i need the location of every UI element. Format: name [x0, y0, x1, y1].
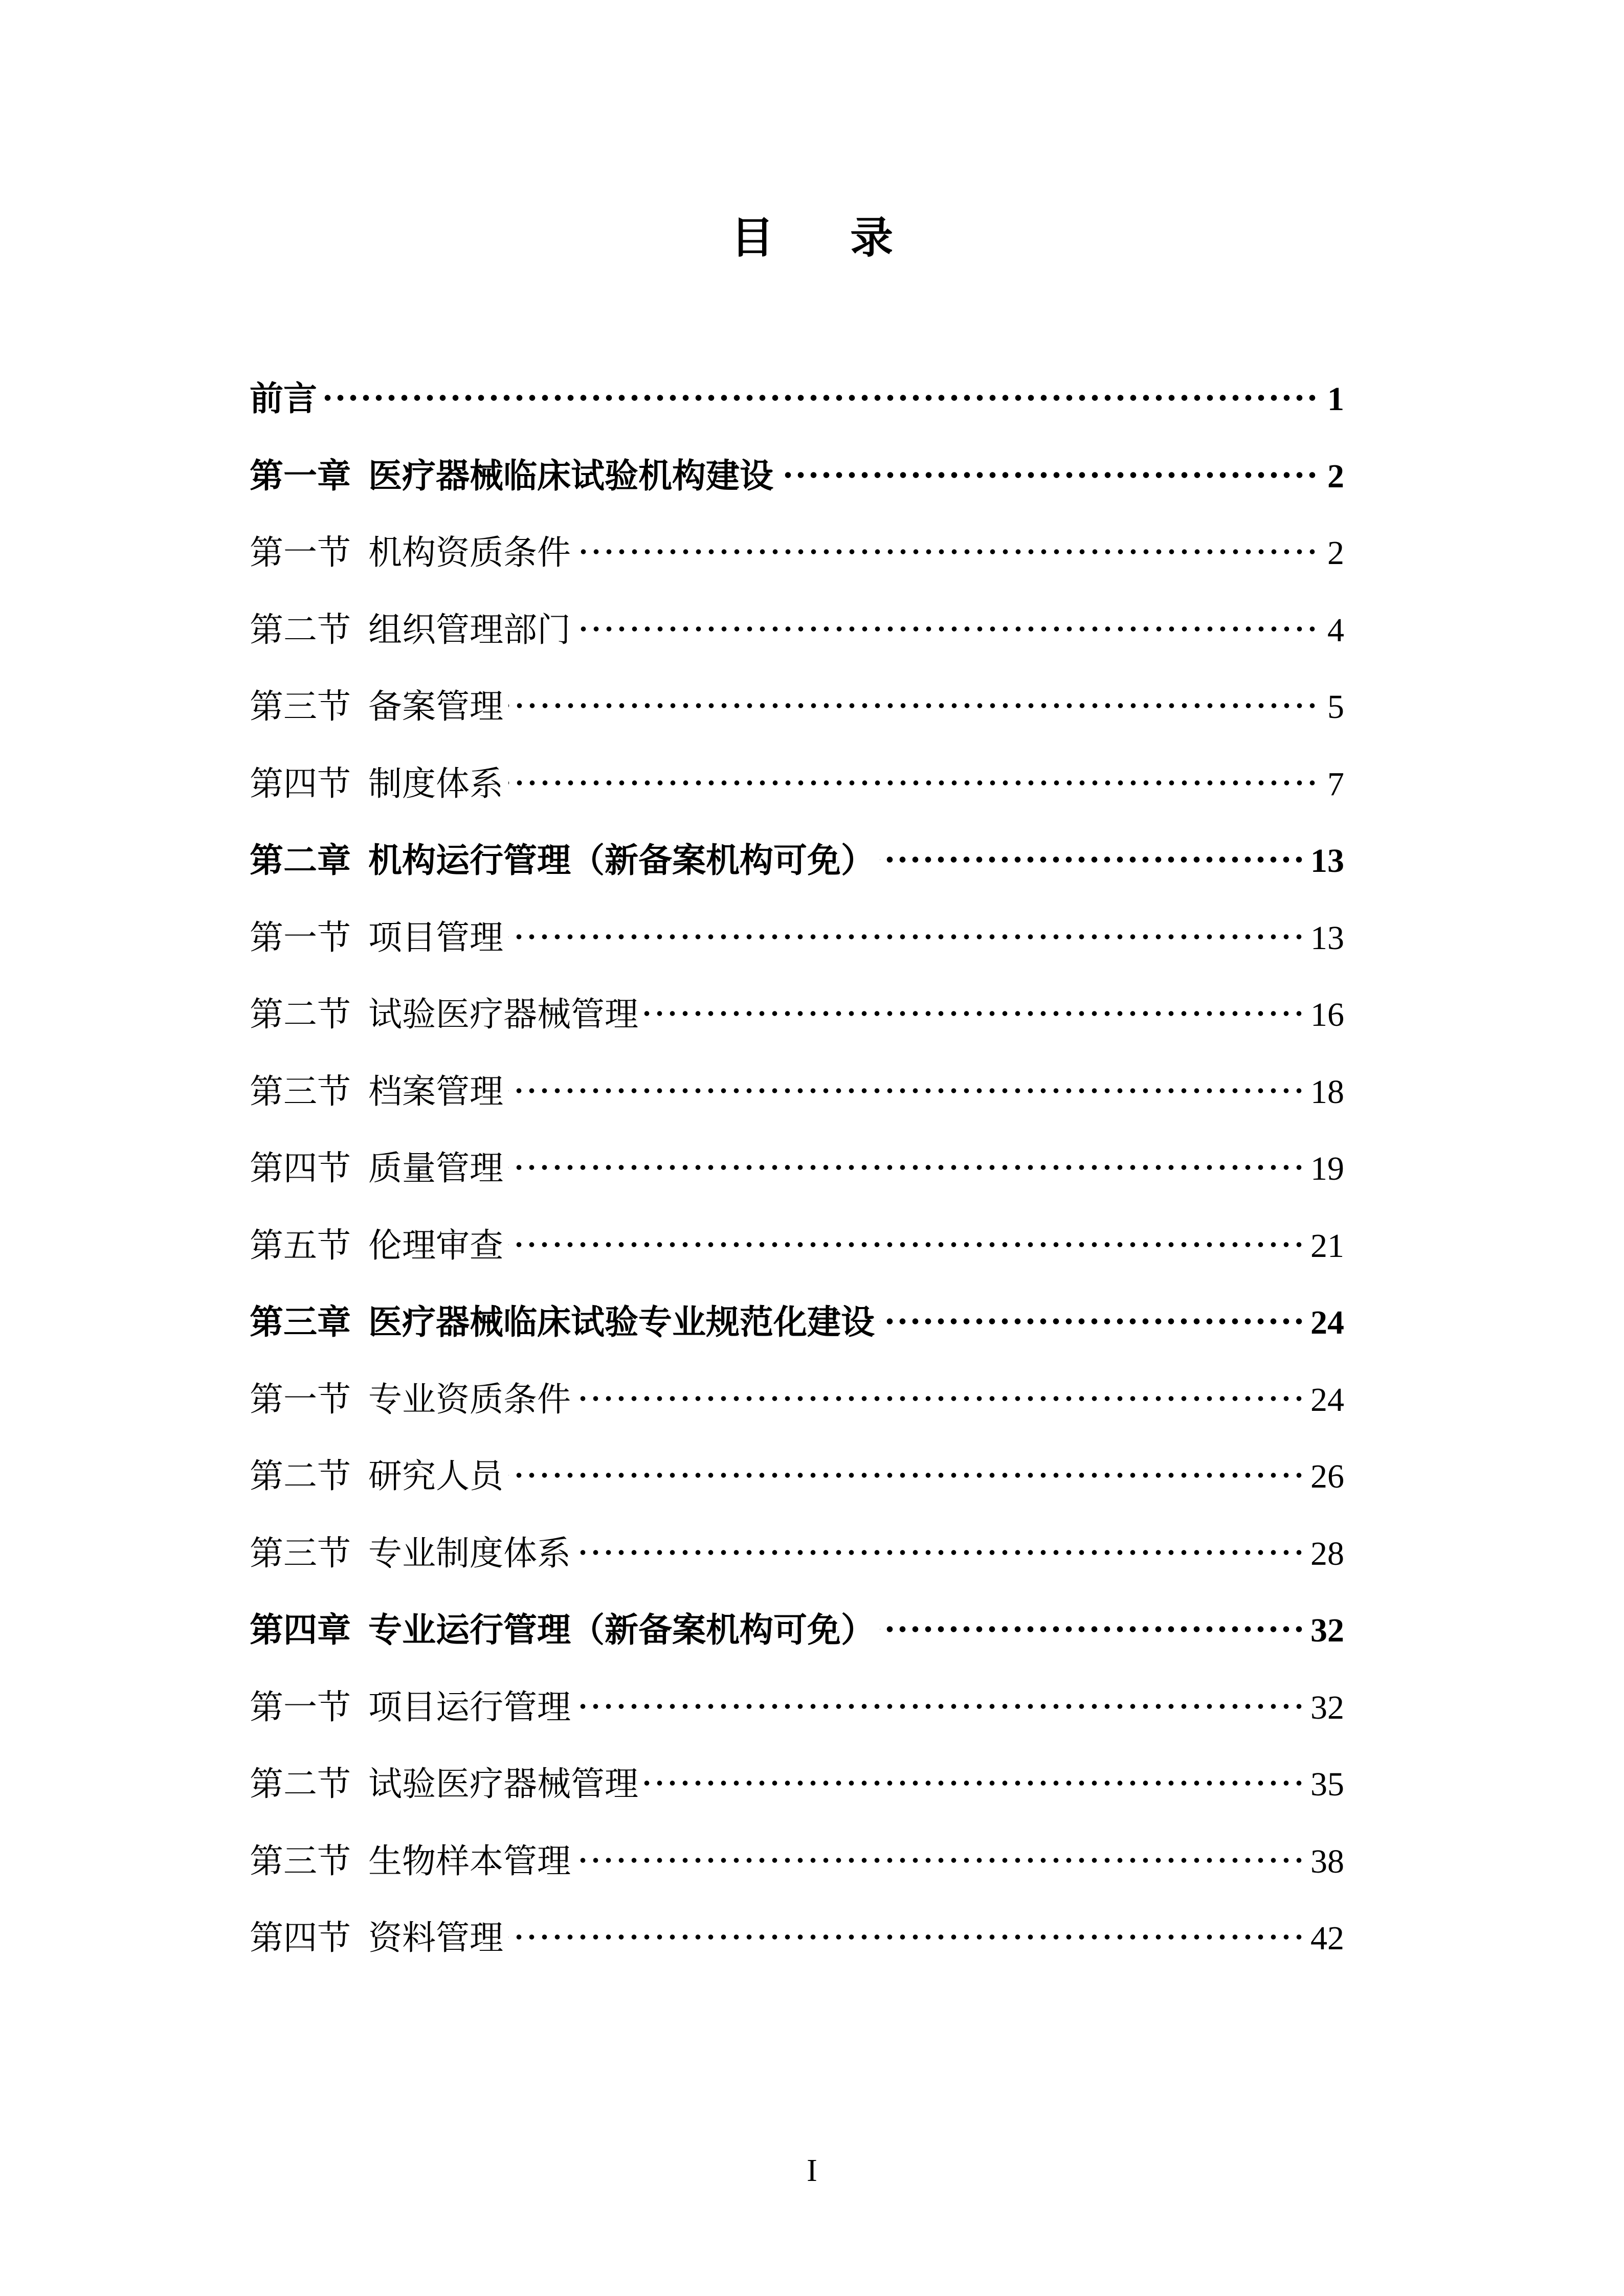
toc-entry-title: 制度体系	[368, 763, 503, 803]
dot-leader	[508, 701, 1319, 711]
dot-leader	[576, 547, 1319, 557]
toc-entry-page: 42	[1310, 1920, 1344, 1957]
toc-entry-number: 第四节	[250, 763, 351, 803]
toc-entry-page: 32	[1310, 1612, 1344, 1649]
toc-entry-section[interactable]	[250, 1215, 1344, 1292]
table-of-contents	[250, 368, 1344, 1985]
toc-entry-title: 机构资质条件	[368, 533, 571, 572]
toc-entry-number: 第三节	[250, 1071, 351, 1111]
dot-leader	[576, 624, 1319, 634]
toc-entry-section[interactable]	[250, 1831, 1344, 1908]
dot-leader	[643, 1008, 1305, 1019]
toc-entry-chapter-4[interactable]	[250, 1600, 1344, 1677]
toc-entry-preface[interactable]	[250, 368, 1344, 445]
page-title: 目 录	[730, 212, 924, 263]
toc-entry-title: 项目管理	[368, 917, 503, 957]
toc-entry-title: 医疗器械临床试验专业规范化建设	[368, 1302, 875, 1342]
toc-entry-number: 第二节	[250, 1456, 351, 1496]
toc-entry-number: 第一章	[250, 456, 351, 496]
toc-entry-chapter-1[interactable]	[250, 445, 1344, 523]
toc-entry-page: 19	[1310, 1150, 1344, 1187]
toc-entry-number: 第一节	[250, 1379, 351, 1419]
toc-entry-chapter-3[interactable]	[250, 1292, 1344, 1369]
toc-entry-page: 2	[1327, 534, 1344, 572]
toc-entry-section[interactable]	[250, 984, 1344, 1061]
toc-entry-number: 第三章	[250, 1302, 351, 1342]
toc-entry-number: 第一节	[250, 917, 351, 957]
toc-entry-title: 生物样本管理	[368, 1841, 571, 1881]
toc-entry-title: 专业运行管理（新备案机构可免）	[368, 1610, 875, 1650]
toc-entry-page: 18	[1310, 1073, 1344, 1111]
dot-leader	[508, 1240, 1305, 1250]
toc-entry-section[interactable]	[250, 907, 1344, 984]
dot-leader	[508, 1932, 1305, 1942]
dot-leader	[322, 393, 1319, 403]
dot-leader	[576, 1701, 1305, 1712]
toc-entry-page: 26	[1310, 1458, 1344, 1495]
toc-entry-section[interactable]	[250, 1907, 1344, 1985]
dot-leader	[778, 470, 1319, 480]
toc-entry-chapter-2[interactable]	[250, 830, 1344, 907]
toc-entry-title: 专业资质条件	[368, 1379, 571, 1419]
toc-entry-title: 质量管理	[368, 1149, 503, 1188]
dot-leader	[880, 854, 1305, 865]
toc-entry-title: 组织管理部门	[368, 610, 571, 649]
toc-entry-title: 试验医疗器械管理	[368, 995, 638, 1034]
toc-entry-section[interactable]	[250, 1753, 1344, 1831]
toc-entry-page: 32	[1310, 1689, 1344, 1726]
toc-entry-page: 28	[1310, 1535, 1344, 1572]
toc-entry-page: 13	[1310, 842, 1344, 880]
toc-entry-number: 第三节	[250, 1841, 351, 1881]
toc-entry-number: 第二节	[250, 995, 351, 1034]
toc-entry-number: 第一节	[250, 1687, 351, 1727]
toc-entry-title: 资料管理	[368, 1918, 503, 1957]
toc-entry-number: 第二节	[250, 1764, 351, 1804]
toc-entry-page: 13	[1310, 919, 1344, 957]
toc-entry-section[interactable]	[250, 522, 1344, 599]
dot-leader	[508, 1162, 1305, 1173]
toc-entry-section[interactable]	[250, 1446, 1344, 1523]
dot-leader	[880, 1316, 1305, 1326]
toc-entry-page: 7	[1327, 765, 1344, 803]
toc-entry-section[interactable]	[250, 676, 1344, 753]
toc-entry-page: 21	[1310, 1227, 1344, 1265]
toc-entry-page: 5	[1327, 688, 1344, 726]
toc-entry-section[interactable]	[250, 1369, 1344, 1446]
toc-entry-number: 第四章	[250, 1610, 351, 1650]
toc-entry-number: 第二节	[250, 610, 351, 649]
toc-entry-page: 4	[1327, 611, 1344, 649]
toc-entry-title: 档案管理	[368, 1071, 503, 1111]
dot-leader	[643, 1778, 1305, 1788]
toc-entry-page: 24	[1310, 1381, 1344, 1419]
toc-entry-number: 第四节	[250, 1149, 351, 1188]
page-number: I	[807, 2153, 817, 2188]
toc-entry-title: 机构运行管理（新备案机构可免）	[368, 841, 875, 880]
toc-entry-section[interactable]	[250, 1138, 1344, 1215]
toc-entry-page: 35	[1310, 1766, 1344, 1803]
dot-leader	[576, 1393, 1305, 1404]
dot-leader	[508, 778, 1319, 788]
toc-entry-section[interactable]	[250, 1061, 1344, 1138]
toc-entry-number: 第一节	[250, 533, 351, 572]
toc-entry-page: 16	[1310, 996, 1344, 1033]
toc-entry-page: 2	[1327, 457, 1344, 495]
toc-entry-section[interactable]	[250, 599, 1344, 677]
toc-entry-title: 备案管理	[368, 687, 503, 726]
toc-entry-page: 1	[1327, 380, 1344, 418]
toc-entry-section[interactable]	[250, 1523, 1344, 1600]
toc-entry-number: 第四节	[250, 1918, 351, 1957]
toc-entry-title: 前言	[250, 379, 317, 418]
toc-entry-number: 第三节	[250, 1533, 351, 1573]
toc-entry-title: 研究人员	[368, 1456, 503, 1496]
dot-leader	[880, 1624, 1305, 1634]
toc-entry-number: 第五节	[250, 1225, 351, 1265]
dot-leader	[508, 1086, 1305, 1096]
toc-entry-section[interactable]	[250, 753, 1344, 830]
toc-entry-section[interactable]	[250, 1677, 1344, 1754]
toc-entry-page: 38	[1310, 1842, 1344, 1880]
dot-leader	[508, 932, 1305, 942]
toc-entry-title: 伦理审查	[368, 1225, 503, 1265]
toc-entry-title: 试验医疗器械管理	[368, 1764, 638, 1804]
dot-leader	[576, 1855, 1305, 1865]
dot-leader	[508, 1470, 1305, 1480]
toc-entry-title: 项目运行管理	[368, 1687, 571, 1727]
toc-entry-title: 专业制度体系	[368, 1533, 571, 1573]
toc-entry-title: 医疗器械临床试验机构建设	[368, 456, 773, 496]
dot-leader	[576, 1547, 1305, 1558]
toc-entry-page: 24	[1310, 1304, 1344, 1341]
toc-entry-number: 第三节	[250, 687, 351, 726]
toc-entry-number: 第二章	[250, 841, 351, 880]
